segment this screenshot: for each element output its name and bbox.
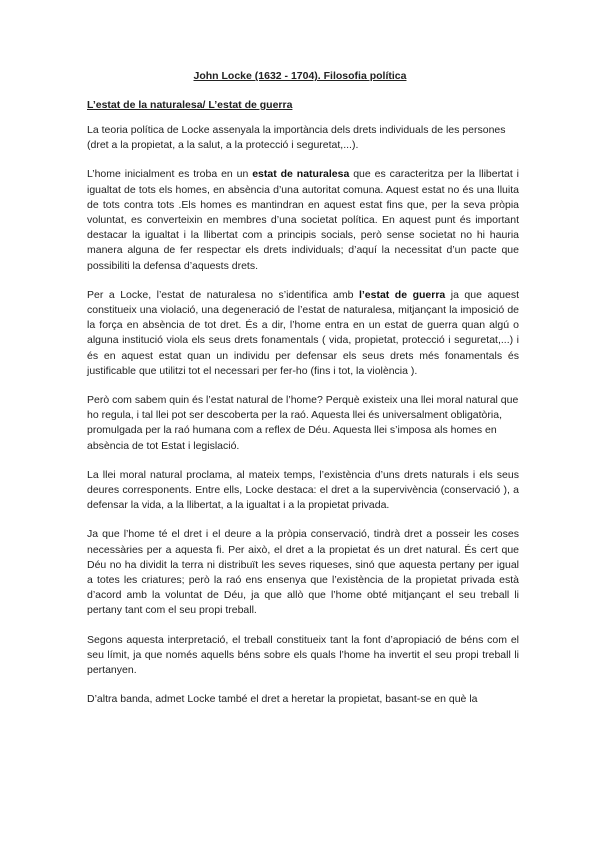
paragraph-3 — [87, 288, 519, 379]
paragraph-1: La teoria política de Locke assenyala la importància dels drets individuals de les persones (dret a la propietat, a la salut, a la protecció i seguretat,...). — [87, 124, 506, 152]
section-title: L’estat de la naturalesa/ L’estat de guerra — [87, 99, 293, 111]
term-estat-de-guerra: l’estat de guerra — [358, 288, 446, 301]
paragraph-4: Però com sabem quin és l’estat natural de l’home? Perquè existeix una llei moral natural que ho regula, i tal llei pot ser descoberta per la raó. Aquesta llei és universalment obligatòria, promulgada per la raó humana com a reflex de Déu. Aquesta llei s’imposa als homes en absència de tot Estat i legislació. — [87, 394, 519, 452]
paragraph-3-text-end: ja que aquest constitueix una violació, una degeneració de l’estat de naturalesa, mitjançant la imposició de la força en absència de tot dret. És a dir, l’home entra en un estat de guerra quan algú o alguna institució viola els seus drets fonamentals ( vida, propietat, protecció i seguretat,...) i és en aquest estat quan un individu per defensar els seus drets més fonamentals és justificable que utilitzi tot el necessari per fer-ho (fins i tot, la violència ). — [87, 288, 519, 377]
term-estat-de-naturalesa: estat de naturalesa — [252, 168, 350, 181]
paragraph-2 — [87, 167, 519, 273]
paragraph-5: La llei moral natural proclama, al mateix temps, l’existència d’uns drets naturals i els seus deures corresponents. Entre ells, Locke destaca: el dret a la supervivència (conservació ), a defensar la vida, a la llibertat, a la igualtat i a la propietat privada. — [87, 468, 519, 512]
paragraph-8: D’altra banda, admet Locke també el dret a heretar la propietat, basant-se en què la — [87, 693, 478, 706]
document-title: John Locke (1632 - 1704). Filosofia política — [193, 70, 407, 82]
paragraph-6: Ja que l’home té el dret i el deure a la pròpia conservació, tindrà dret a posseir les coses necessàries per a aquesta fi. Per això, el dret a la propietat és un dret natural. És cert que Déu no ha dividit la terra ni distribuït les seves riqueses, sinó que aquesta pertany per igual a totes les criatures; però la raó ens ensenya que l’existència de la propietat privada està d’acord amb la voluntat de Déu, ja que allò que l’home obté mitjançant el seu treball li pertany tant com el seu propi treball. — [87, 528, 519, 617]
document-body — [87, 123, 519, 722]
paragraph-3-text-start: Per a Locke, l’estat de naturalesa no s’identifica amb — [87, 288, 359, 301]
paragraph-2-text-start: L’home inicialment es troba en un — [87, 168, 253, 181]
paragraph-7: Segons aquesta interpretació, el treball constitueix tant la font d’apropiació de béns com el seu límit, ja que només aquells béns sobre els quals l’home ha invertit el seu propi treball li pertanyen. — [87, 633, 519, 677]
paragraph-2-text-end: que es caracteritza per la llibertat i igualtat de tots els homes, en absència d’una autoritat comuna. Aquest estat no és una lluita de tots contra tots .Els homes es mantindran en aquest estat fins que, per la seva pròpia voluntat, es converteixin en membres d’una societat política. En aquest punt és important destacar la igualtat i la llibertat com a principis socials, però sense societat no hi hauria manera alguna de fer respectar els drets individuals; d’aquí la necessitat d’un pacte que possibiliti la defensa d’aquests drets. — [87, 168, 519, 272]
